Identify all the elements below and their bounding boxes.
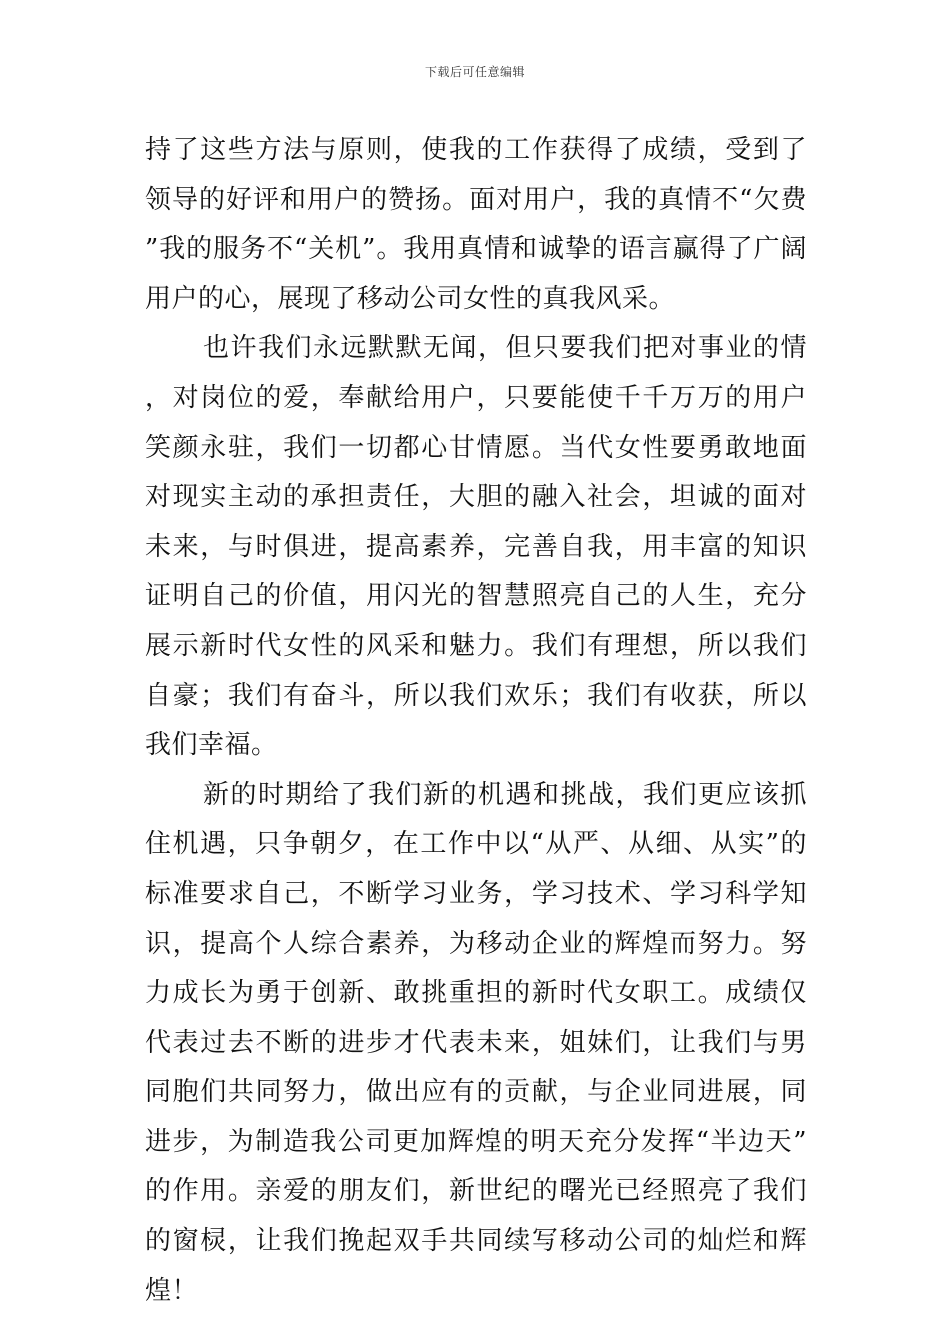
paragraph-continuation: 持了这些方法与原则，使我的工作获得了成绩，受到了领导的好评和用户的赞扬。面对用户，我的真情不“欠费”我的服务不“关机”。我用真情和诚挚的语言赢得了广阔用户的心，展现了移动公司女性的真我风采。 (145, 135, 807, 314)
page-header: 下载后可任意编辑 (424, 65, 525, 79)
document-body (145, 126, 807, 1316)
paragraph-dedication: 也许我们永远默默无闻，但只要我们把对事业的情，对岗位的爱，奉献给用户，只要能使千千万万的用户笑颜永驻，我们一切都心甘情愿。当代女性要勇敢地面对现实主动的承担责任，大胆的融入社会，坦诚的面对未来，与时俱进，提高素养，完善自我，用丰富的知识证明自己的价值，用闪光的智慧照亮自己的人生，充分展示新时代女性的风采和魅力。我们有理想，所以我们自豪；我们有奋斗，所以我们欢乐；我们有收获，所以我们幸福。 (145, 333, 807, 761)
paragraph-new-era: 新的时期给了我们新的机遇和挑战，我们更应该抓住机遇，只争朝夕，在工作中以“从严、从细、从实”的标准要求自己，不断学习业务，学习技术、学习科学知识，提高个人综合素养，为移动企业的辉煌而努力。努力成长为勇于创新、敢挑重担的新时代女职工。成绩仅代表过去不断的进步才代表未来，姐妹们，让我们与男同胞们共同努力，做出应有的贡献，与企业同进展，同进步，为制造我公司更加辉煌的明天充分发挥“半边天”的作用。亲爱的朋友们，新世纪的曙光已经照亮了我们的窗棂，让我们挽起双手共同续写移动公司的灿烂和辉煌！ (145, 779, 807, 1306)
